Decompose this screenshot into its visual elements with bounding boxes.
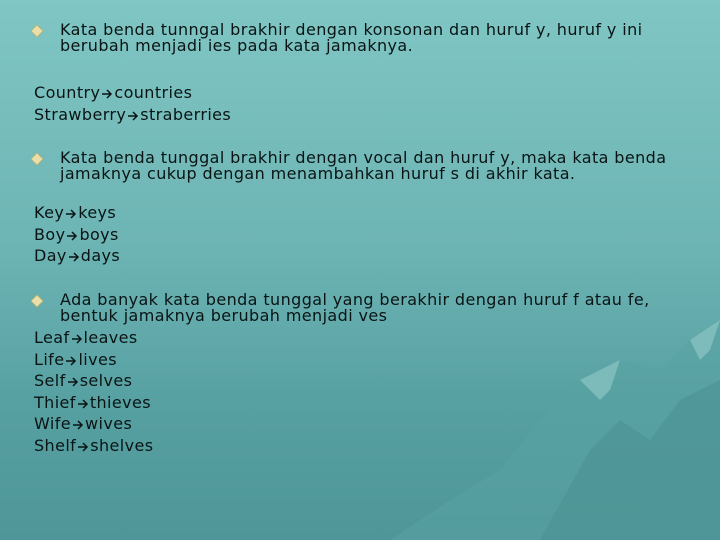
- example-list-2: [34, 202, 120, 267]
- example-item: Day days: [34, 246, 121, 265]
- arrow-right-icon: [67, 376, 79, 388]
- arrow-right-icon: [77, 441, 89, 453]
- bullet-text-2: Kata benda tunggal brakhir dengan vocal dan huruf y, maka kata benda jamaknya cukup dengan menambahkan huruf s di akhir kata.: [60, 148, 667, 183]
- example-item: Self selves: [34, 371, 133, 390]
- bullet-item-2: [30, 150, 690, 182]
- example-item: Thief thieves: [34, 392, 151, 412]
- diamond-bullet-icon: [30, 24, 44, 38]
- bullet-text-1: Kata benda tunngal brakhir dengan konsonan dan huruf y, huruf y ini berubah menjadi ies pada kata jamaknya.: [60, 20, 643, 55]
- arrow-right-icon: [65, 208, 77, 220]
- diamond-bullet-icon: [30, 152, 44, 166]
- arrow-right-icon: [127, 110, 139, 122]
- example-list-3: [34, 327, 153, 456]
- arrow-right-icon: [68, 251, 80, 263]
- arrow-right-icon: [65, 355, 77, 367]
- example-item: Wife wives: [34, 414, 133, 433]
- example-item: Shelf shelves: [34, 435, 154, 455]
- bullet-item-1: [30, 22, 690, 54]
- example-item: Country countries: [34, 83, 193, 102]
- example-list-1: [34, 82, 231, 125]
- arrow-right-icon: [101, 88, 113, 100]
- example-item: Strawberry straberries: [34, 104, 232, 124]
- example-item: Leaf leaves: [34, 328, 138, 347]
- bullet-item-3: [30, 292, 690, 324]
- arrow-right-icon: [66, 230, 78, 242]
- example-item: Key keys: [34, 203, 117, 222]
- example-item: Life lives: [34, 349, 117, 369]
- bullet-text-3: Ada banyak kata benda tunggal yang berakhir dengan huruf f atau fe, bentuk jamaknya berubah menjadi ves: [60, 290, 650, 325]
- example-item: Boy boys: [34, 224, 119, 244]
- arrow-right-icon: [72, 419, 84, 431]
- diamond-bullet-icon: [30, 294, 44, 308]
- arrow-right-icon: [77, 398, 89, 410]
- arrow-right-icon: [71, 333, 83, 345]
